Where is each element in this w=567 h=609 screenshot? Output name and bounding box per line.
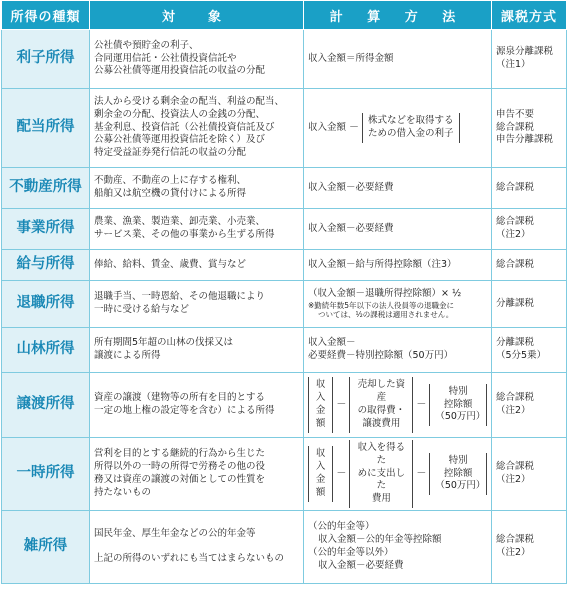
table-row <box>2 209 567 250</box>
method-cell: （収入金額－退職所得控除額）× ½ ※勤続年数5年以下の法人役員等の退職金に ついては、½の課税は適用されません。 <box>304 281 492 328</box>
method-cell: 収入金額＝所得金額 <box>304 30 492 89</box>
target-cell: 法人から受ける剰余金の配当、利益の配当、 剰余金の分配、投資法人の金銭の分配、 基金利息、投資信託（公社債投資信託及び 公募公社債等運用投資信託を除く）及び 特定受益証券発行信託の収益の分配 <box>90 89 304 168</box>
table-row <box>2 30 567 89</box>
method-cell: 収入金額－必要経費 <box>304 209 492 250</box>
target-cell: 不動産、不動産の上に存する権利、 船舶又は航空機の貸付けによる所得 <box>90 168 304 209</box>
tax-cell: 総合課税 （注2） <box>492 373 567 438</box>
header-row <box>2 1 567 30</box>
income-types-table <box>1 0 567 584</box>
category-cell: 退職所得 <box>2 281 90 328</box>
target-cell: 公社債や預貯金の利子、 合同運用信託・公社債投資信託や 公募公社債等運用投資信託の収益の分配 <box>90 30 304 89</box>
target-cell: 俸給、給料、賃金、歳費、賞与など <box>90 250 304 281</box>
formula-bracket: 株式などを取得する ための借入金の利子 <box>362 113 460 143</box>
category-cell: 一時所得 <box>2 438 90 511</box>
formula-bracket: 収入 金額 <box>308 377 333 432</box>
method-cell: 収入金額－必要経費 <box>304 168 492 209</box>
target-cell: 退職手当、一時恩給、その他退職により 一時に受ける給与など <box>90 281 304 328</box>
target-cell: 国民年金、厚生年金などの公的年金等 上記の所得のいずれにも当てはまらないもの <box>90 511 304 584</box>
category-cell: 事業所得 <box>2 209 90 250</box>
tax-cell: 総合課税 （注2） <box>492 438 567 511</box>
header-target: 対 象 <box>90 1 304 30</box>
method-cell: 収入金額－ 必要経費－特別控除額（50万円） <box>304 328 492 373</box>
category-cell: 給与所得 <box>2 250 90 281</box>
category-cell: 不動産所得 <box>2 168 90 209</box>
tax-cell: 源泉分離課税 （注1） <box>492 30 567 89</box>
category-cell: 譲渡所得 <box>2 373 90 438</box>
table-row <box>2 511 567 584</box>
tax-cell: 総合課税 <box>492 168 567 209</box>
table-row <box>2 89 567 168</box>
tax-cell: 総合課税 （注2） <box>492 209 567 250</box>
method-cell: 収入金額 － 株式などを取得する ための借入金の利子 <box>304 89 492 168</box>
category-cell: 雑所得 <box>2 511 90 584</box>
target-cell: 資産の譲渡（建物等の所有を目的とする 一定の地上権の設定等を含む）による所得 <box>90 373 304 438</box>
tax-cell: 申告不要 総合課税 申告分離課税 <box>492 89 567 168</box>
table-row <box>2 373 567 438</box>
table-row <box>2 250 567 281</box>
category-cell: 利子所得 <box>2 30 90 89</box>
formula-bracket: 特別 控除額 （50万円） <box>429 453 487 495</box>
header-tax: 課税方式 <box>492 1 567 30</box>
target-cell: 営利を目的とする継続的行為から生じた 所得以外の一時の所得で労務その他の役 務又は資産の譲渡の対価としての性質を 持たないもの <box>90 438 304 511</box>
header-method: 計 算 方 法 <box>304 1 492 30</box>
formula-bracket: 特別 控除額 （50万円） <box>429 384 487 426</box>
tax-cell: 総合課税 （注2） <box>492 511 567 584</box>
category-cell: 配当所得 <box>2 89 90 168</box>
category-cell: 山林所得 <box>2 328 90 373</box>
table-row <box>2 281 567 328</box>
method-cell: 収入金額－給与所得控除額（注3） <box>304 250 492 281</box>
target-cell: 農業、漁業、製造業、卸売業、小売業、 サービス業、その他の事業から生ずる所得 <box>90 209 304 250</box>
tax-cell: 分離課税 <box>492 281 567 328</box>
tax-cell: 分離課税 （5分5乗） <box>492 328 567 373</box>
table-row <box>2 328 567 373</box>
tax-cell: 総合課税 <box>492 250 567 281</box>
table-row <box>2 438 567 511</box>
header-category: 所得の種類 <box>2 1 90 30</box>
method-cell: 収入 金額 － 売却した資産 の取得費・ 譲渡費用 － 特別 控除額 （50万円） <box>304 373 492 438</box>
formula-bracket: 収入 金額 <box>308 446 333 501</box>
formula-bracket: 売却した資産 の取得費・ 譲渡費用 <box>349 377 413 432</box>
target-cell: 所有期間5年超の山林の伐採又は 譲渡による所得 <box>90 328 304 373</box>
formula-bracket: 収入を得るた めに支出した 費用 <box>349 440 413 508</box>
method-cell: 収入 金額 － 収入を得るた めに支出した 費用 － 特別 控除額 （50万円） <box>304 438 492 511</box>
method-cell: （公的年金等） 収入金額－公的年金等控除額 （公的年金等以外） 収入金額－必要経費 <box>304 511 492 584</box>
table-row <box>2 168 567 209</box>
